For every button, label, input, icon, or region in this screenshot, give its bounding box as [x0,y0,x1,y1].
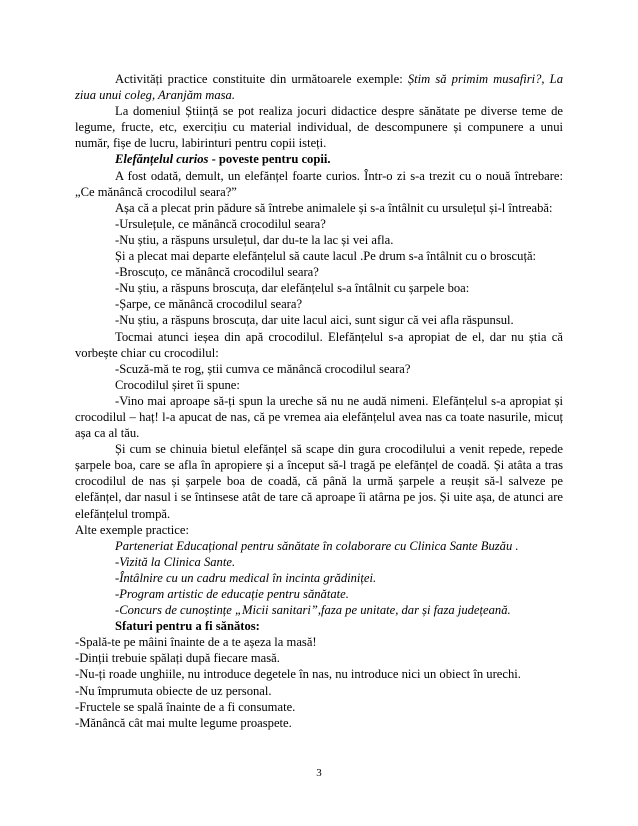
sfat-item: -Nu împrumuta obiecte de uz personal. [75,683,272,698]
alte-exemple-item: -Program artistic de educație pentru sănătate. [115,587,349,601]
alte-exemple-item: -Întâlnire cu un cadru medical în incinta grădiniței. [115,570,377,585]
alte-exemple-title: Alte exemple practice: [75,522,189,537]
story-dialogue-line: Și a plecat mai departe elefănțelul să caute lacul .Pe drum s-a întâlnit cu o broscuță: [115,249,537,264]
story-title-subtitle: - poveste pentru copii. [208,152,331,167]
story-dialogue-line: -Nu știu, a răspuns broscuța, dar elefănțelul s-a întâlnit cu șarpele boa: [115,281,470,296]
sfat-item: -Spală-te pe mâini înainte de a te așeza la masă! [75,635,317,650]
activitati-examples: Știm să primim musafiri?, La ziua unui coleg, Aranjăm masa. [75,72,563,103]
story-dialogue-line: -Nu știu, a răspuns ursulețul, dar du-te la lac și vei afla. [115,232,394,247]
sfat-item: -Dinții trebuie spălați după fiecare masă. [75,651,280,666]
story-title [75,151,563,167]
story-title-name: Elefănțelul curios [115,152,209,167]
story-paragraph: A fost odată, demult, un elefănțel foarte curios. Într-o zi s-a trezit cu o nouă întrebare: „Ce mănâncă crocodilul seara?” [75,168,563,199]
story-paragraph: Așa că a plecat prin pădure să întrebe animalele și s-a întâlnit cu ursulețul și-l întreabă: [115,200,553,215]
story-paragraph: Și cum se chinuia bietul elefănțel să scape din gura crocodilului a venit repede, repede șarpele boa, care se afla în apropiere și a început să-l tragă pe elefănțel de coadă. Și atâta a tras crocodilul de nas și șarpele boa de coadă, că până la urmă șarpele a reușit să-l salveze pe elefănțel, dar nasul i se întinsese atât de tare că aproape îi atârna pe jos. Și uite așa, de atunci are elefănțelul trompă. [75,442,563,521]
story-dialogue-line: -Șarpe, ce mănâncă crocodilul seara? [115,297,303,312]
story-dialogue-line: -Broscuțo, ce mănâncă crocodilul seara? [115,265,319,280]
story-dialogue-line: Crocodilul șiret îi spune: [115,377,240,392]
sfat-item: -Mănâncă cât mai multe legume proaspete. [75,715,292,730]
sfaturi-title: Sfaturi pentru a fi sănătos: [115,619,260,634]
story-dialogue-line: -Scuză-mă te rog, știi cumva ce mănâncă crocodilul seara? [115,361,411,376]
activitati-text: Activități practice constituite din următoarele exemple: [115,72,408,86]
sfat-item: -Nu-ți roade unghiile, nu introduce degetele în nas, nu introduce nici un obiect în urechi. [75,667,521,682]
paragraph-activitati [75,71,563,103]
alte-exemple-item: -Concurs de cunoștințe „Micii sanitari”,faza pe unitate, dar și faza județeană. [115,603,511,618]
alte-exemple-item: -Vizită la Clinica Sante. [115,554,236,569]
paragraph-stiinta: La domeniul Știință se pot realiza jocuri didactice despre sănătate pe diverse teme de legume, fructe, etc, exercițiu cu material individual, de descompunere și compunere a unui număr, fișe de lucru, labirinturi pentru copii isteți. [75,104,563,151]
sfat-item: -Fructele se spală înainte de a fi consumate. [75,699,296,714]
story-paragraph: -Vino mai aproape să-ți spun la ureche să nu ne audă nimeni. Elefănțelul s-a apropiat și crocodilul – haț! l-a apucat de nas, că pe vremea aia elefănțelul avea nas ca toate nasurile, micuț așa ca al tău. [75,393,563,441]
page-content [75,71,563,731]
page-number: 3 [316,767,322,779]
story-dialogue-line: -Nu știu, a răspuns broscuța, dar uite lacul aici, sunt sigur că vei afla răspunsul. [115,313,514,328]
alte-exemple-item: Parteneriat Educațional pentru sănătate în colaborare cu Clinica Sante Buzău . [115,538,519,553]
story-paragraph: Tocmai atunci ieșea din apă crocodilul. Elefănțelul s-a apropiat de el, dar nu știa că vorbește chiar cu crocodilul: [75,329,563,360]
story-dialogue-line: -Ursulețule, ce mănâncă crocodilul seara? [115,216,326,231]
